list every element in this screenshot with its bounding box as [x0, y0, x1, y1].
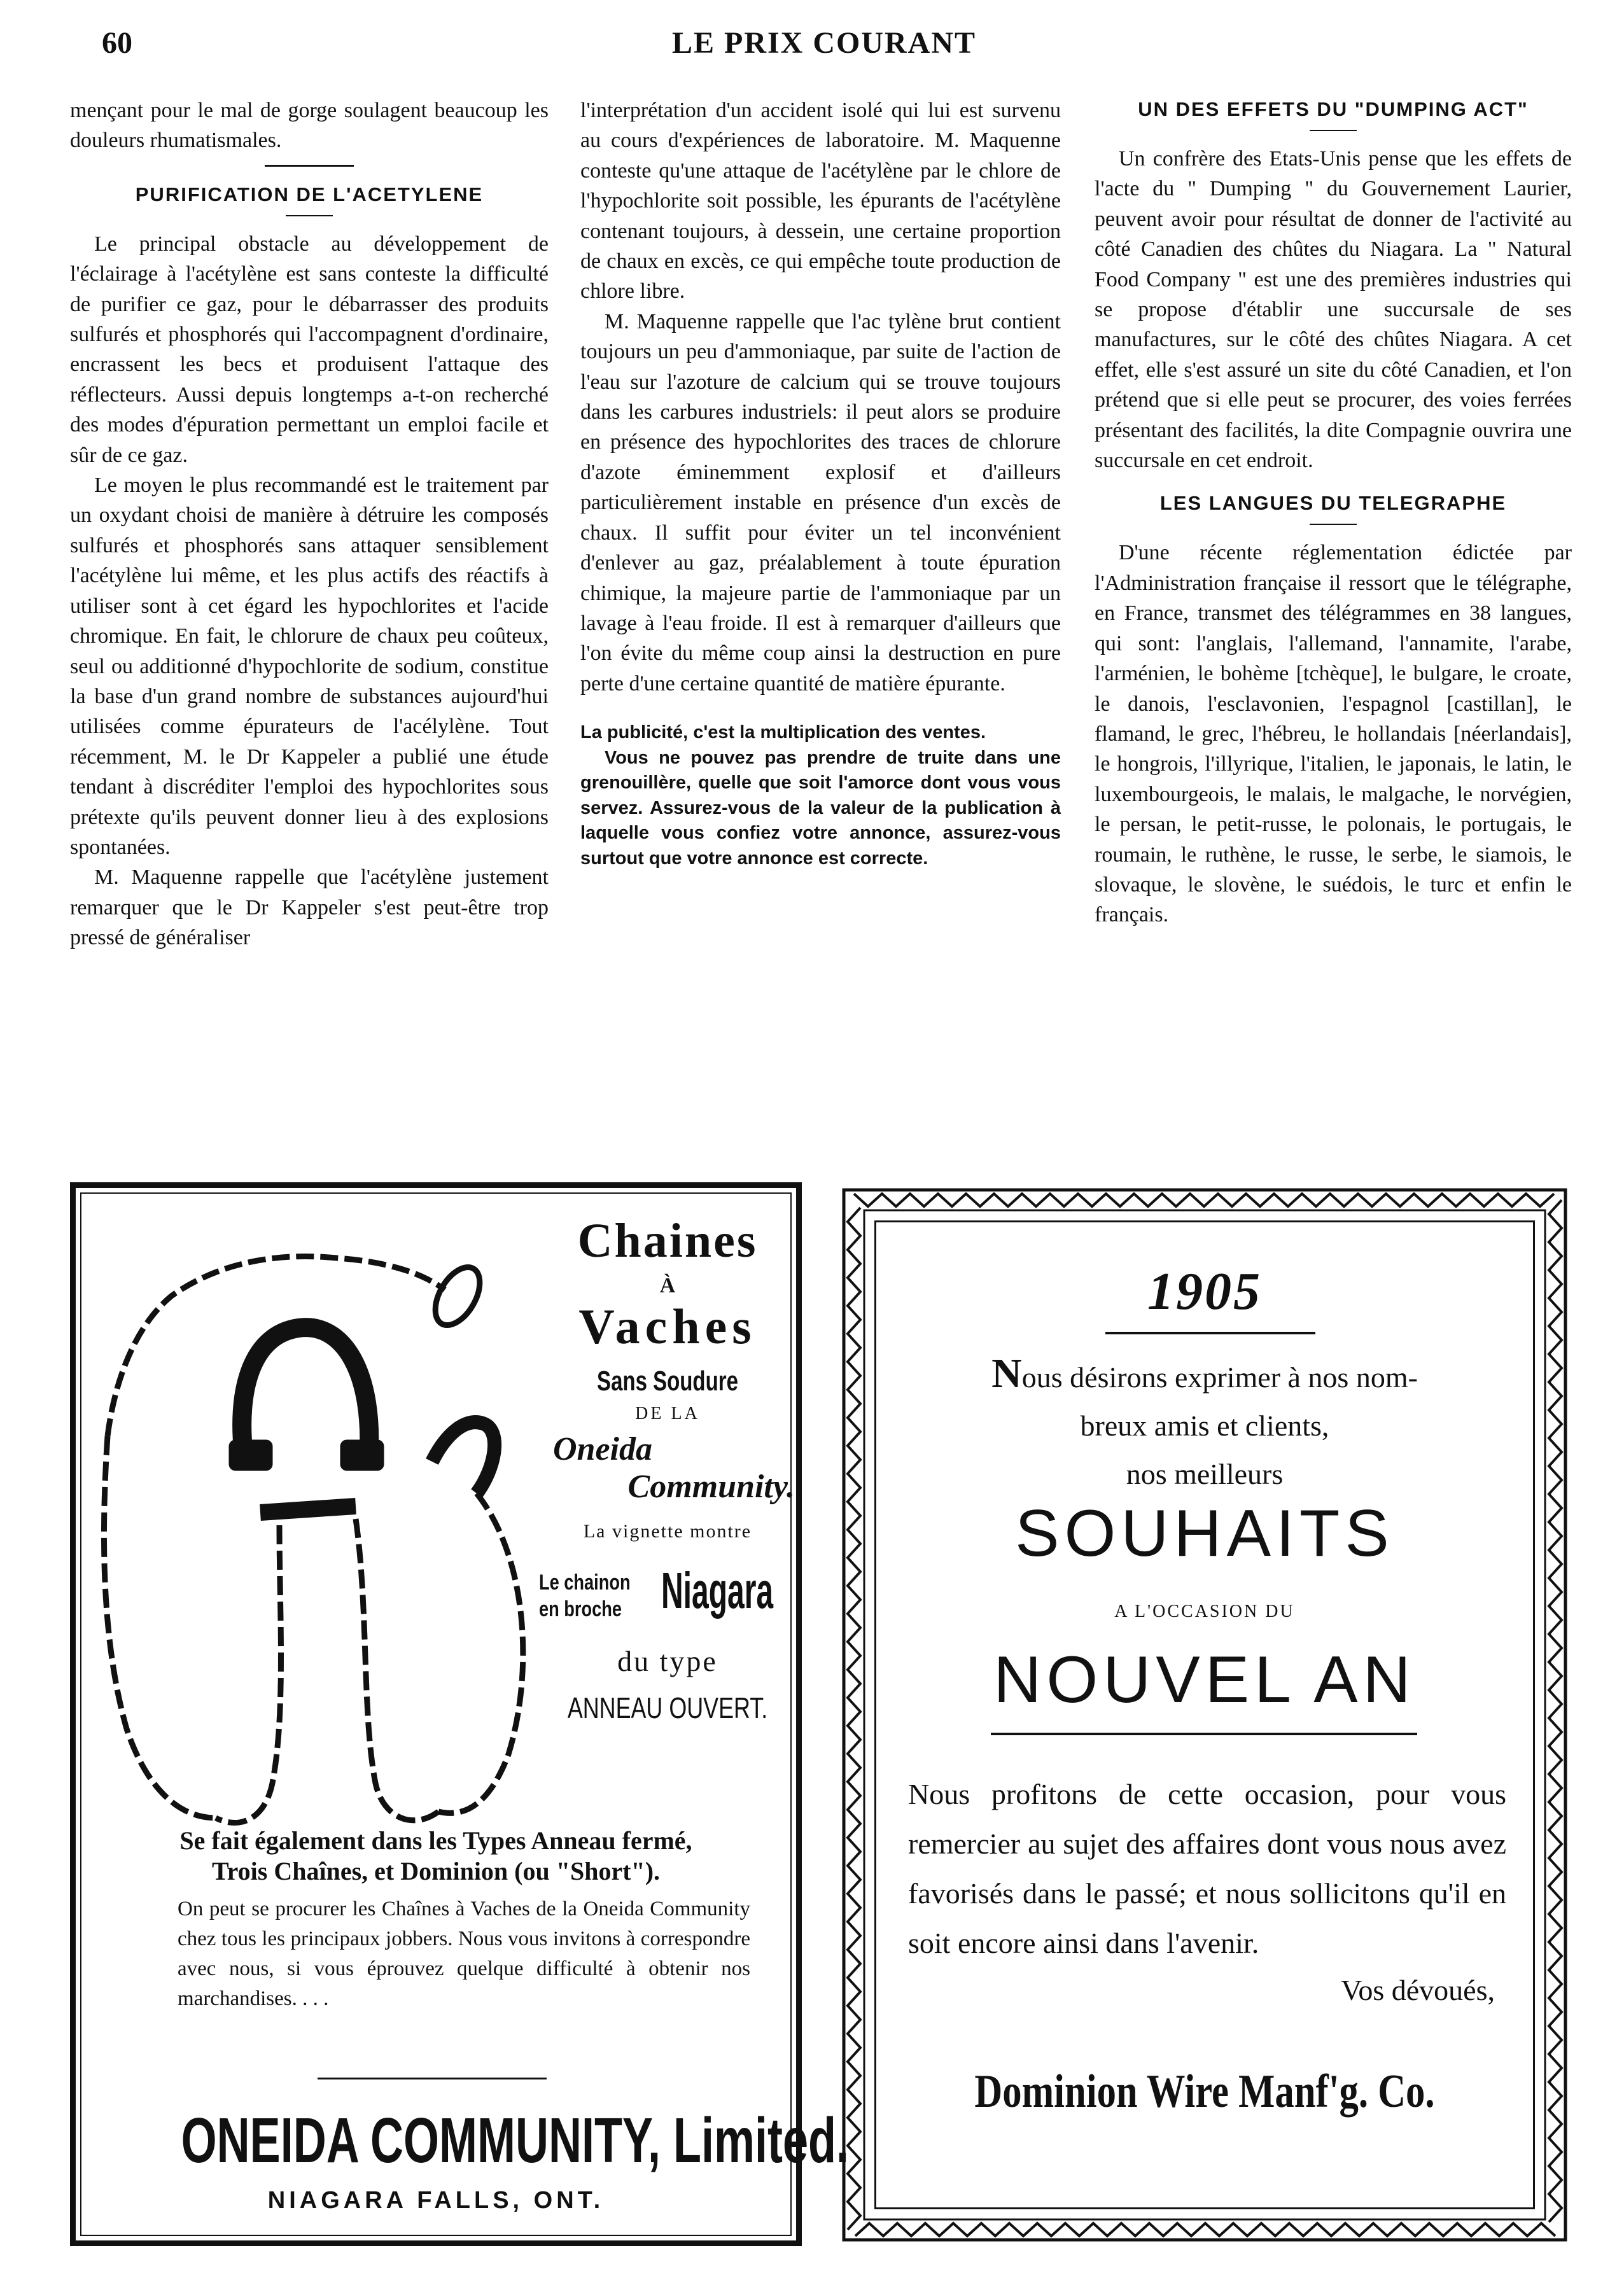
ad-chainon-line-1: Le chainon — [539, 1570, 631, 1595]
ad-title-chaines: Chaines — [577, 1214, 758, 1268]
ad-souhaits: SOUHAITS — [1015, 1497, 1394, 1570]
ad-body-text — [178, 1894, 750, 2014]
zigzag-segment — [854, 1194, 1554, 1206]
zigzag-segment — [848, 1208, 860, 2230]
column-1 — [70, 95, 549, 953]
ad-types-line-2: Trois Chaînes, et Dominion (ou "Short"). — [211, 1857, 661, 1885]
article-paragraph: M. Maquenne rappelle que l'acétylène justement remarquer que le Dr Kappeler s'est peut-être trop pressé de généraliser — [70, 865, 549, 950]
heading-rule — [1310, 524, 1357, 525]
ad-message: Nous profitons de cette occasion, pour vous remercier au sujet des affaires dont vous nous avez favorisés dans le passé; et nous sollicitons qu'il en soit encore ainsi dans l'avenir. — [908, 1778, 1506, 1959]
ad-greeting-intro — [876, 1350, 1533, 1499]
article-paragraph: Un confrère des Etats-Unis pense que les effets de l'acte du " Dumping " du Gouvernement Laurier, peuvent avoir pour résultat de donner de l'activité au côté Canadien des chûtes du Niagara. La " Natural Food Company " est une des premières industries qui se propose d'établir une succursale de ses manufactures, sur le côté des chûtes Niagara. A cet effet, elle s'est assuré un site du côté Canadien, et l'on prétend que si elle peut se procurer, des voies ferrées présentant des facilités, la dite Compagnie ouvrira une succursale en cet endroit. — [1095, 147, 1572, 473]
advertisement-oneida — [70, 1182, 850, 2246]
ad-de-la: DE LA — [635, 1404, 700, 1423]
nouvel-an-underline — [991, 1733, 1417, 1735]
ad-title-block — [534, 1213, 801, 1725]
heading-rule — [1310, 130, 1357, 131]
heading-rule — [286, 215, 333, 216]
ad-greeting-line-3: nos meilleurs — [1126, 1458, 1284, 1490]
ad-inner-frame — [874, 1220, 1535, 2209]
page-header — [95, 25, 1553, 70]
advertisement-dominion-wire — [841, 1187, 1568, 2242]
ad-chainon-label — [539, 1569, 631, 1623]
ad-firm-name: ONEIDA COMMUNITY, Limited. — [181, 2105, 850, 2176]
article-continuation: mençant pour le mal de gorge soulagent beaucoup les douleurs rhumatismales. — [70, 99, 549, 153]
ad-du-type: du type — [617, 1645, 718, 1677]
ad-types-line-1: Se fait également dans les Types Anneau fermé, — [179, 1826, 692, 1855]
ad-chainon-niagara: Niagara — [661, 1562, 774, 1619]
ad-firm-name: Dominion Wire Manf'g. Co. — [974, 2065, 1435, 2118]
ad-divider — [318, 2078, 547, 2079]
ad-greeting-line-2: breux amis et clients, — [1080, 1409, 1329, 1442]
ad-body-paragraph: On peut se procurer les Chaînes à Vaches de la Oneida Community chez tous les principaux jobbers. Nous vous invitons à correspondre avec nous, si vous éprouvez quelque difficulté à obtenir nos marchandises. . . . — [178, 1897, 750, 2010]
zigzag-segment — [855, 2223, 1555, 2236]
article-heading-dumping: UN DES EFFETS DU "DUMPING ACT" — [1138, 98, 1529, 120]
ad-title-a: À — [659, 1274, 676, 1297]
article-paragraph: Le principal obstacle au développement de l'éclairage à l'acétylène est sans conteste la difficulté de purifier ce gaz, pour le débarrasser des produits sulfurés et phosphorés qui l'accompagnent d'ordinaire, encrassent les becs et produisent l'attaque des réflecteurs. Aussi depuis longtemps a-t-on recherché des modes d'épuration permettant un emploi facile et sûr de ce gaz. — [70, 232, 549, 467]
article-paragraph: D'une récente réglementation édictée par l'Administration française il ressort que le télégraphe, en France, transmet des télégrammes en 38 langues, qui sont: l'anglais, l'allemand, l'annamite, l'arabe, l'arménien, le bohème [tchèque], le bulgare, le croate, le danois, l'esclavonien, l'espagnol [castillan], le flamand, le grec, l'hébreu, le hollandais [néerlandais], le hongrois, l'illyrique, l'italien, le japonais, le latin, le luxembourgeois, le malais, le malgache, le norvégien, le persan, le petit-russe, le polonais, le portugais, le roumain, le ruthène, le russe, le serbe, le siamois, le slovaque, le slovène, le suédois, le turc et enfin le français. — [1095, 541, 1572, 927]
publicity-line: La publicité, c'est la multiplication des ventes. — [580, 722, 986, 743]
ad-firm-city: NIAGARA FALLS, ONT. — [267, 2187, 605, 2214]
ad-anneau-ouvert: ANNEAU OUVERT. — [567, 1691, 768, 1724]
ad-types-note — [82, 1826, 790, 1887]
publicity-note — [580, 720, 1061, 871]
ad-greeting-line-1-text: ous désirons exprimer à nos nom- — [1021, 1361, 1418, 1394]
ad-greeting-line-1 — [876, 1350, 1533, 1402]
page-number: 60 — [102, 26, 132, 60]
ad-year: 1905 — [1147, 1262, 1262, 1321]
ad-subtitle-sans-soudure: Sans Soudure — [597, 1366, 738, 1397]
article-paragraph: Le moyen le plus recommandé est le traitement par un oxydant choisi de manière à détruire les composés sulfurés et phosphorés sans attaquer sensiblement l'acétylène lui même, et les plus actifs des réactifs à utiliser sont à cet égard les hypochlorites et l'acide chromique. En fait, le chlorure de chaux peu coûteux, seul ou additionné d'hypochlorite de sodium, constitue la base d'un grand nombre de substances aujourd'hui utilisées comme épurateurs de l'acélylène. Tout récemment, M. le Dr Kappeler a publié une étude tendant à discréditer l'emploi des hypochlorites sous prétexte qu'ils peuvent donner lieu à des explosions spontanées. — [70, 473, 549, 859]
ad-vignette-caption: La vignette montre — [583, 1521, 752, 1542]
ad-chainon-line-2: en broche — [539, 1597, 622, 1621]
cow-chain-illustration — [88, 1226, 585, 1894]
article-heading-telegraphe: LES LANGUES DU TELEGRAPHE — [1159, 492, 1507, 515]
zigzag-segment — [1549, 1200, 1562, 2222]
ad-signoff: Vos dévoués, — [1341, 1974, 1495, 2006]
ad-occasion: A L'OCCASION DU — [1114, 1602, 1295, 1621]
column-3 — [1095, 95, 1572, 930]
year-underline — [1105, 1332, 1315, 1334]
article-paragraph: M. Maquenne rappelle que l'ac tylène brut contient toujours un peu d'ammoniaque, par suite de l'action de l'eau sur l'azoture de calcium qui se trouve toujours dans les carbures industriels: il peut alors se produire en présence des hypochlorites des traces de chlorure d'azote éminemment explosif et d'ailleurs particulièrement instable en présence d'un excès de chaux. Il suffit pour éviter un tel inconvénient d'enlever au gaz, préalablement à toute épuration chimique, la majeure partie de l'ammoniaque par un lavage à l'eau froide. Il est à remarquer d'ailleurs que l'on évite du même coup ainsi la destruction en pure perte d'une certaine quantité de matière épurante. — [580, 309, 1061, 695]
article-heading-acetylene: PURIFICATION DE L'ACETYLENE — [135, 183, 484, 206]
article-paragraph: l'interprétation d'un accident isolé qui lui est survenu au cours d'expériences de laboratoire. M. Maquenne conteste qu'une attaque de l'acétylène par le chlore de l'hypochlorite soit possible, les épurants de l'acétylène contenant toujours, à dessein, une certaine proportion de chaux en excès, ce qui empêche toute production de chlore libre. — [580, 99, 1061, 304]
column-2 — [580, 95, 1061, 871]
ad-brand-oneida: Oneida — [553, 1431, 652, 1467]
ad-title-vaches: Vaches — [578, 1299, 757, 1354]
ad-nouvel-an: NOUVEL AN — [993, 1643, 1416, 1717]
journal-title: LE PRIX COURANT — [671, 26, 977, 60]
section-divider — [265, 165, 354, 167]
ad-chainon-block — [534, 1562, 801, 1638]
drop-cap: N — [991, 1350, 1022, 1397]
ad-brand-community: Community. — [627, 1469, 795, 1505]
publicity-paragraph: Vous ne pouvez pas prendre de truite dans une grenouillère, quelle que soit l'amorce dont vous vous servez. Assurez-vous de la valeur de la publication à laquelle vous confiez votre annonce, assurez-vous surtout que votre annonce est correcte. — [580, 747, 1061, 869]
